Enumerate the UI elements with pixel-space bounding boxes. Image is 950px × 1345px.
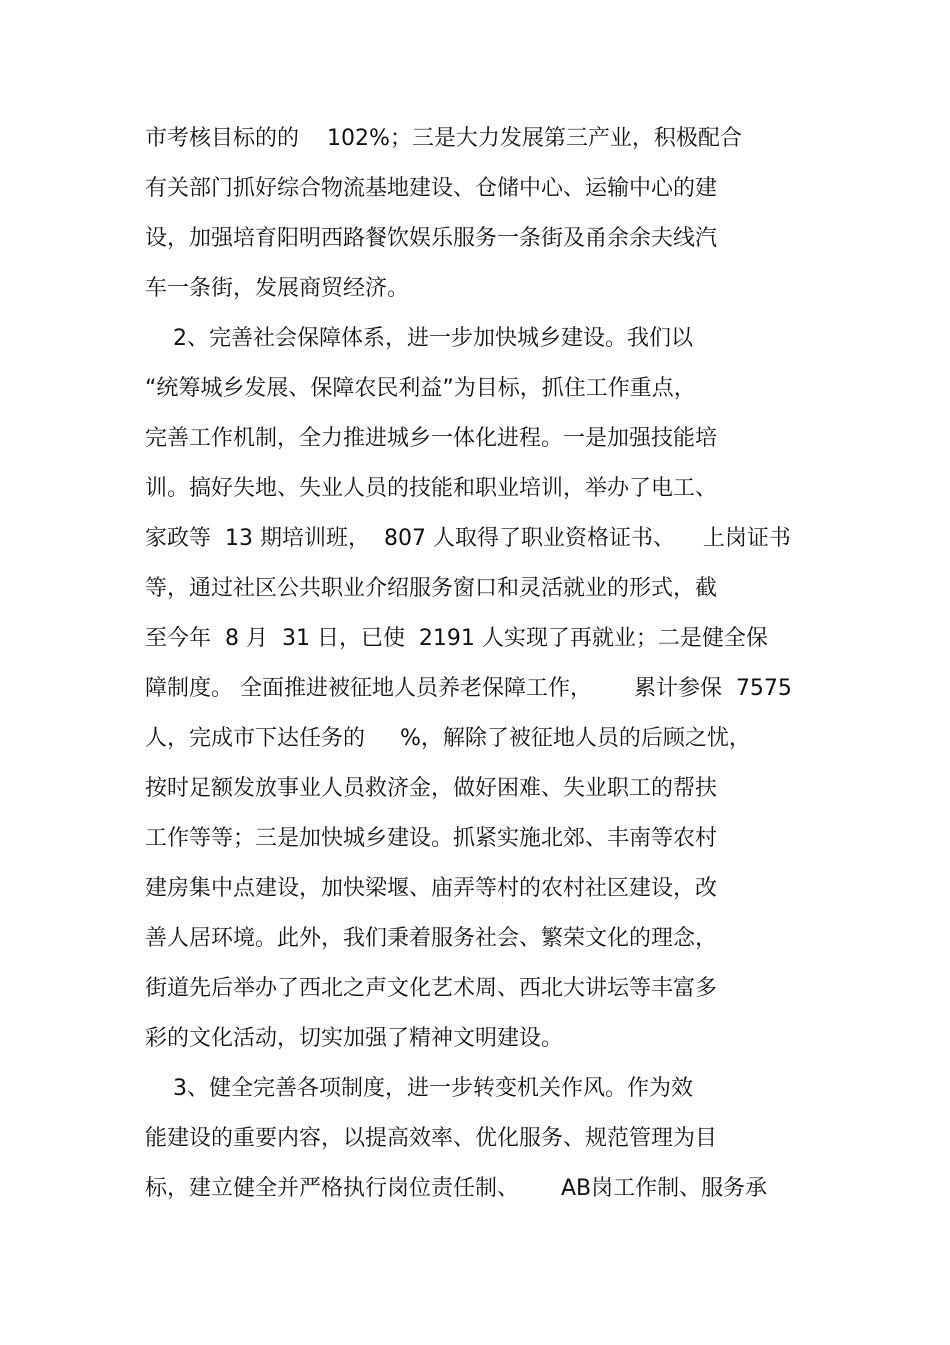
text-line: “统筹城乡发展、保障农民利益”为目标，抓住工作重点， bbox=[145, 376, 696, 401]
text-line: 彩的文化活动，切实加强了精神文明建设。 bbox=[145, 1026, 564, 1051]
paragraph-start-line: 3、健全完善各项制度，进一步转变机关作风。作为效 bbox=[145, 1076, 693, 1101]
paragraph-start-line: 2、完善社会保障体系，进一步加快城乡建设。我们以 bbox=[145, 326, 693, 351]
text-line: 建房集中点建设，加快梁堰、庙弄等村的农村社区建设，改 bbox=[145, 876, 718, 901]
text-line: 街道先后举办了西北之声文化艺术周、西北大讲坛等丰富多 bbox=[145, 976, 718, 1001]
text-line: 有关部门抓好综合物流基地建设、仓储中心、运输中心的建 bbox=[145, 176, 718, 201]
text-line: 家政等 13 期培训班， 807 人取得了职业资格证书、 上岗证书 bbox=[145, 526, 791, 551]
text-line: 等，通过社区公共职业介绍服务窗口和灵活就业的形式，截 bbox=[145, 576, 718, 601]
text-line: 完善工作机制，全力推进城乡一体化进程。一是加强技能培 bbox=[145, 426, 718, 451]
text-line: 车一条街，发展商贸经济。 bbox=[145, 276, 410, 301]
text-line: 市考核目标的的 102%；三是大力发展第三产业，积极配合 bbox=[145, 126, 742, 151]
text-line: 训。搞好失地、失业人员的技能和职业培训，举办了电工、 bbox=[145, 476, 718, 501]
text-line: 善人居环境。此外，我们秉着服务社会、繁荣文化的理念， bbox=[145, 926, 718, 951]
text-line: 按时足额发放事业人员救济金，做好困难、失业职工的帮扶 bbox=[145, 776, 718, 801]
text-line: 至今年 8 月 31 日，已使 2191 人实现了再就业；二是健全保 bbox=[145, 626, 768, 651]
text-line: 人，完成市下达任务的 %，解除了被征地人员的后顾之忧， bbox=[145, 726, 751, 751]
text-line: 障制度。 全面推进被征地人员养老保障工作， 累计参保 7575 bbox=[145, 676, 792, 701]
text-line: 设，加强培育阳明西路餐饮娱乐服务一条街及甬余余夫线汽 bbox=[145, 226, 718, 251]
text-line: 标，建立健全并严格执行岗位责任制、 AB岗工作制、服务承 bbox=[145, 1176, 768, 1201]
text-line: 能建设的重要内容，以提高效率、优化服务、规范管理为目 bbox=[145, 1126, 718, 1151]
text-line: 工作等等；三是加快城乡建设。抓紧实施北郊、丰南等农村 bbox=[145, 826, 718, 851]
